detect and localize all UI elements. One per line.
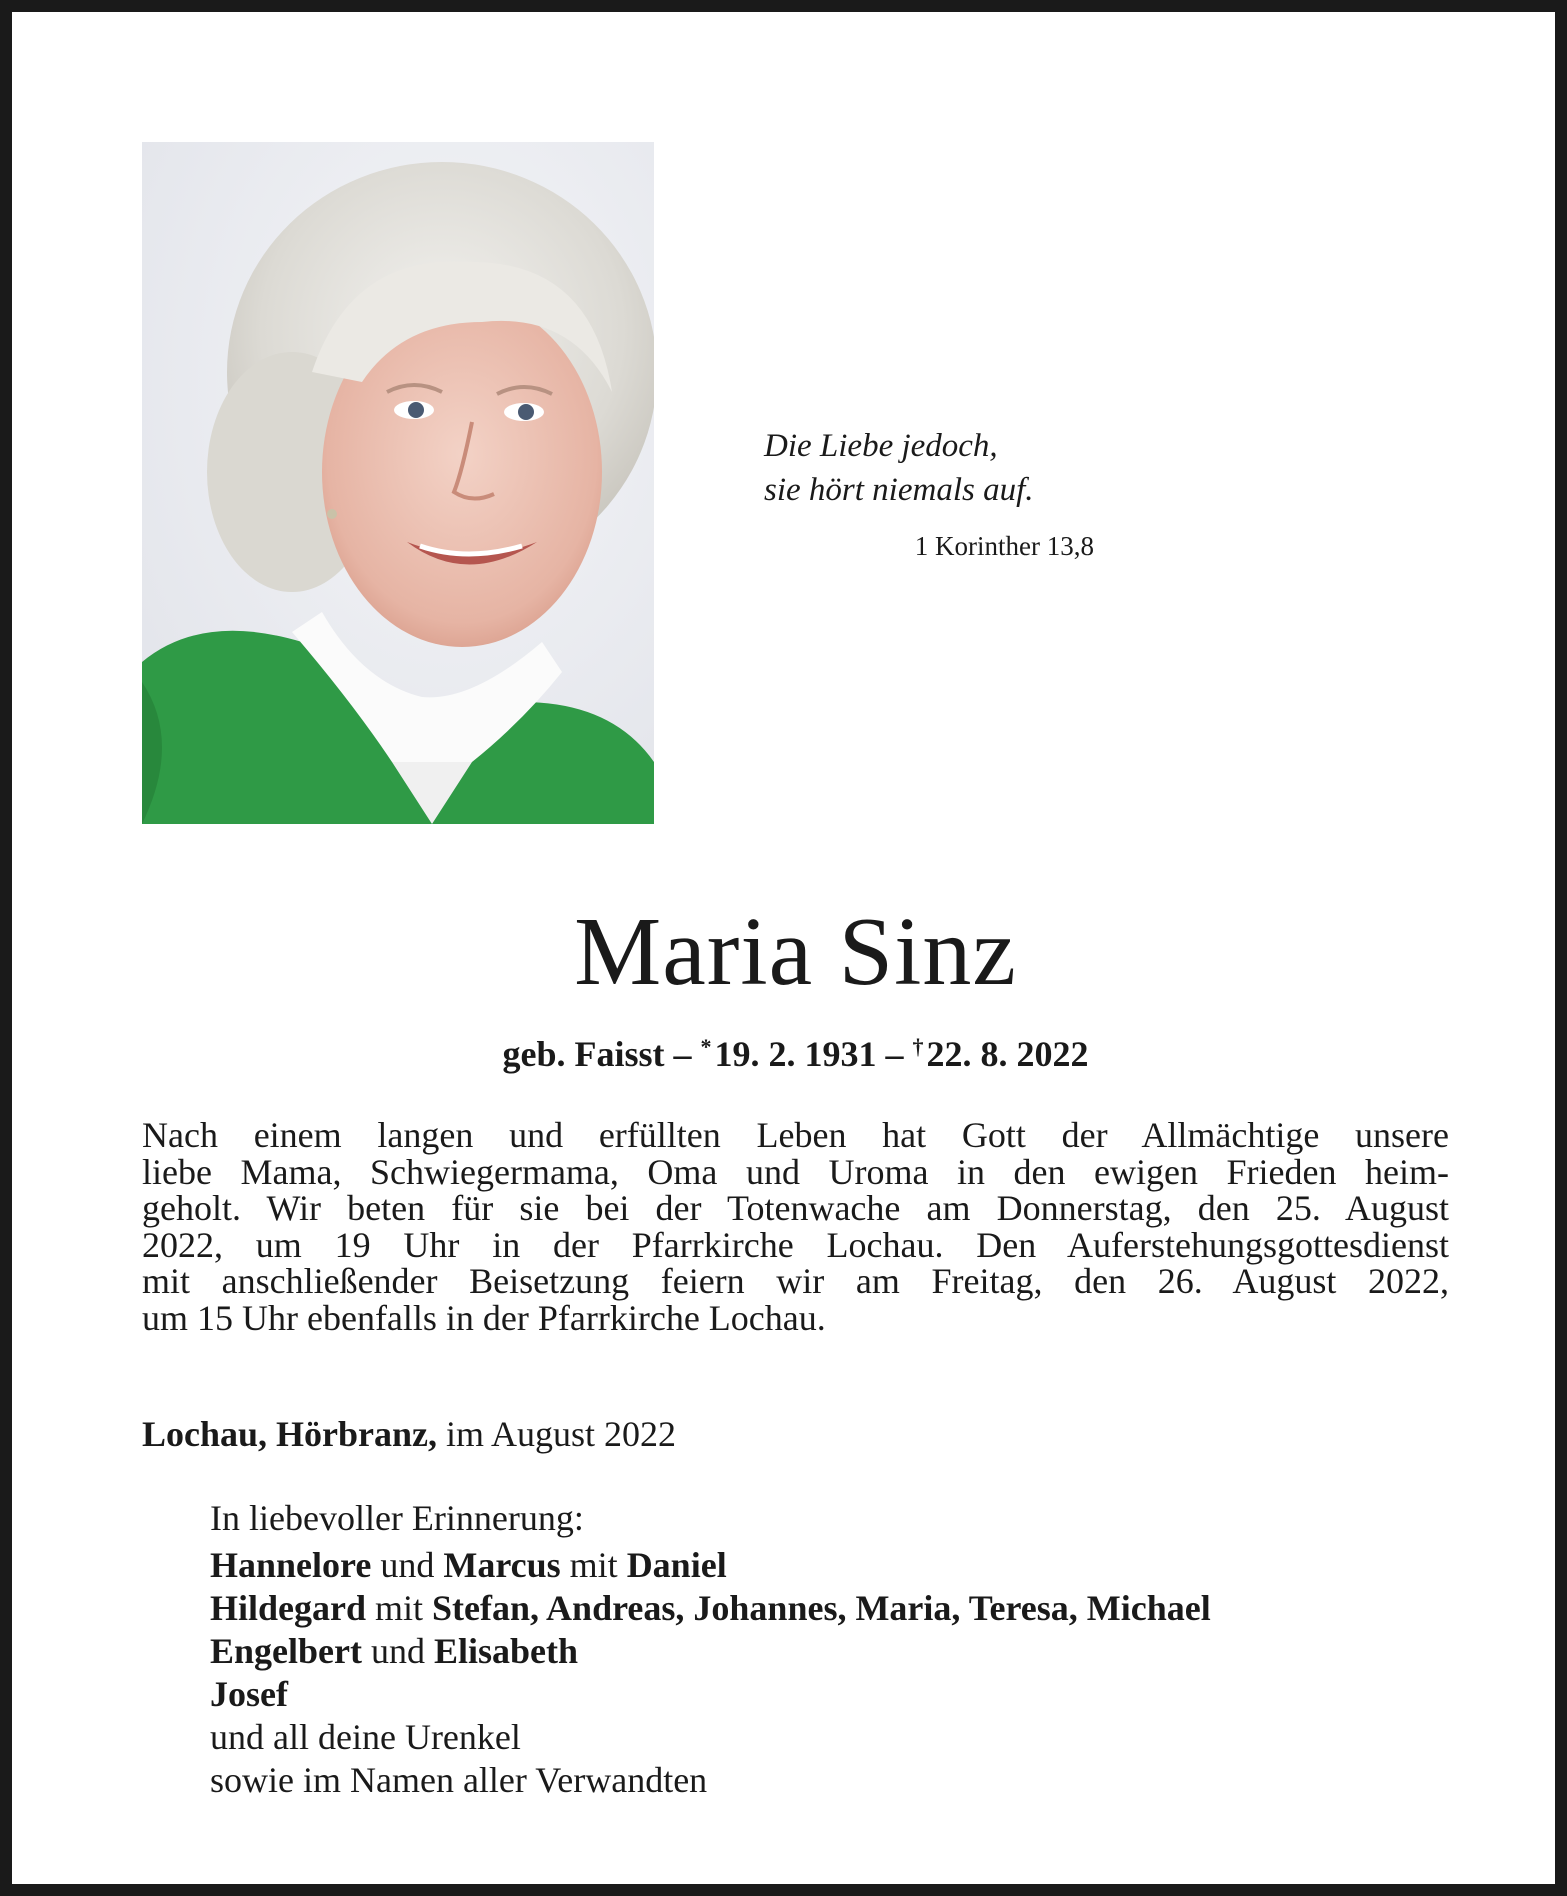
connector: mit <box>560 1545 627 1585</box>
separator: – <box>876 1034 913 1074</box>
bible-quote <box>764 424 1094 512</box>
places: Lochau, Hörbranz, <box>142 1414 438 1454</box>
quote-line-2: sie hört niemals auf. <box>764 472 1034 508</box>
signer-name: Daniel <box>626 1545 727 1585</box>
connector: und <box>371 1545 444 1585</box>
signers-block <box>210 1497 1470 1802</box>
announcement-text <box>142 1117 1449 1336</box>
announcement-line: mit anschließender Beisetzung feiern wir am Freitag, den 26. August 2022, <box>142 1261 1449 1301</box>
signer-name: Hildegard <box>210 1588 367 1628</box>
signers-row <box>210 1673 1470 1716</box>
quote-source: 1 Korinther 13,8 <box>914 531 1094 561</box>
death-symbol: † <box>912 1034 924 1059</box>
announcement-line: geholt. Wir beten für sie bei der Totenwache am Donnerstag, den 25. August <box>142 1188 1449 1228</box>
signers-intro: In liebevoller Erinnerung: <box>210 1498 584 1538</box>
signers-row <box>210 1587 1470 1630</box>
birth-date: 19. 2. 1931 <box>714 1034 877 1074</box>
announcement-line: Nach einem langen und erfüllten Leben hat Gott der Allmächtige unsere <box>142 1115 1449 1155</box>
connector: mit <box>366 1588 433 1628</box>
date: im August 2022 <box>437 1414 677 1454</box>
deceased-name: Maria Sinz <box>574 898 1017 1006</box>
quote-line-1: Die Liebe jedoch, <box>764 428 998 464</box>
life-dates <box>12 1032 1567 1076</box>
announcement-line: um 15 Uhr ebenfalls in der Pfarrkirche Lochau. <box>142 1297 826 1338</box>
birth-name: geb. Faisst <box>502 1034 665 1074</box>
signer-names: Stefan, Andreas, Johannes, Maria, Teresa, Michael <box>432 1588 1211 1628</box>
announcement-line: 2022, um 19 Uhr in der Pfarrkirche Lochau. Den Auferstehungsgottesdienst <box>142 1224 1449 1265</box>
signers-row <box>210 1630 1470 1673</box>
signers-row: sowie im Namen aller Verwandten <box>210 1760 708 1800</box>
announcement-line: liebe Mama, Schwiegermama, Oma und Uroma in den ewigen Frieden heim- <box>142 1151 1449 1192</box>
signer-name: Engelbert <box>210 1631 362 1671</box>
connector: und <box>361 1631 434 1671</box>
signer-name: Hannelore <box>210 1545 372 1585</box>
signers-row <box>210 1544 1470 1587</box>
birth-symbol: * <box>700 1034 712 1059</box>
signer-name: Marcus <box>443 1545 561 1585</box>
death-date: 22. 8. 2022 <box>926 1034 1089 1074</box>
portrait-photo <box>142 142 654 824</box>
separator: – <box>664 1034 701 1074</box>
signer-name: Elisabeth <box>433 1631 579 1671</box>
signers-row: und all deine Urenkel <box>210 1717 521 1757</box>
signer-name: Josef <box>210 1674 288 1714</box>
place-date <box>142 1412 676 1456</box>
